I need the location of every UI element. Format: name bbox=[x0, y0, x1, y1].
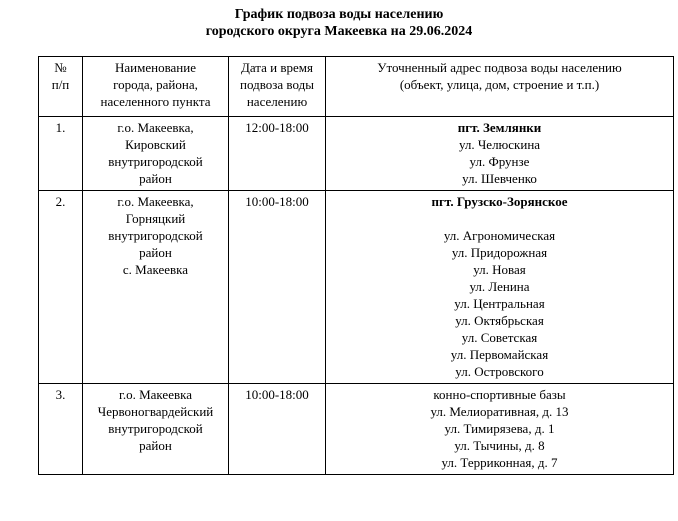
name-line: г.о. Макеевка bbox=[118, 387, 192, 402]
header-text: п/п bbox=[51, 77, 70, 92]
spacer bbox=[330, 210, 669, 227]
header-text: Наименование bbox=[115, 60, 196, 75]
name-line: с. Макеевка bbox=[122, 262, 189, 277]
header-text: подвоза воды bbox=[240, 77, 314, 92]
address-line: ул. Островского bbox=[455, 364, 544, 379]
name-line: район bbox=[139, 245, 172, 260]
table-row bbox=[39, 191, 674, 384]
address-line: ул. Терриконная, д. 7 bbox=[441, 455, 558, 470]
header-text: № bbox=[54, 60, 67, 75]
name-line: г.о. Макеевка, bbox=[117, 120, 194, 135]
address-line: ул. Центральная bbox=[454, 296, 545, 311]
header-number bbox=[39, 57, 83, 117]
cell-address bbox=[326, 384, 674, 475]
address-line: ул. Челюскина bbox=[458, 137, 541, 152]
header-text: Уточненный адрес подвоза воды населению bbox=[377, 60, 622, 75]
cell-number: 3. bbox=[39, 384, 83, 475]
address-line: ул. Тимирязева, д. 1 bbox=[444, 421, 555, 436]
header-time bbox=[229, 57, 326, 117]
name-line: район bbox=[139, 438, 172, 453]
name-line: Горняцкий bbox=[125, 211, 186, 226]
address-line: ул. Советская bbox=[461, 330, 538, 345]
table-row bbox=[39, 384, 674, 475]
address-line: ул. Шевченко bbox=[462, 171, 537, 186]
cell-time: 10:00-18:00 bbox=[229, 191, 326, 384]
address-line: ул. Агрономическая bbox=[443, 228, 556, 243]
cell-address bbox=[326, 191, 674, 384]
name-line: г.о. Макеевка, bbox=[117, 194, 194, 209]
page-title-line-2: городского округа Макеевка на 29.06.2024 bbox=[205, 24, 473, 39]
name-line: Червоногвардейский bbox=[97, 404, 214, 419]
address-line: ул. Ленина bbox=[469, 279, 530, 294]
cell-name bbox=[83, 384, 229, 475]
cell-time: 10:00-18:00 bbox=[229, 384, 326, 475]
address-line: ул. Октябрьская bbox=[455, 313, 544, 328]
cell-number: 2. bbox=[39, 191, 83, 384]
name-line: внутригородской bbox=[108, 421, 203, 436]
address-line: ул. Новая bbox=[473, 262, 526, 277]
header-name bbox=[83, 57, 229, 117]
address-line: ул. Мелиоративная, д. 13 bbox=[430, 404, 569, 419]
settlement-name: пгт. Землянки bbox=[457, 120, 542, 135]
address-line: конно-спортивные базы bbox=[433, 387, 566, 402]
cell-address bbox=[326, 117, 674, 191]
address-line: ул. Первомайская bbox=[450, 347, 549, 362]
name-line: внутригородской bbox=[108, 228, 203, 243]
settlement-name: пгт. Грузско-Зорянское bbox=[431, 194, 568, 209]
cell-name bbox=[83, 117, 229, 191]
header-text: города, района, bbox=[113, 77, 198, 92]
address-line: ул. Тычины, д. 8 bbox=[454, 438, 545, 453]
name-line: район bbox=[139, 171, 172, 186]
header-text: Дата и время bbox=[241, 60, 313, 75]
cell-name bbox=[83, 191, 229, 384]
table-header-row bbox=[39, 57, 674, 117]
header-text: (объект, улица, дом, строение и т.п.) bbox=[399, 77, 600, 92]
address-line: ул. Фрунзе bbox=[469, 154, 530, 169]
header-text: населению bbox=[246, 94, 308, 109]
water-schedule-table bbox=[38, 56, 674, 475]
page-title-line-1: График подвоза воды населению bbox=[234, 7, 444, 22]
cell-number: 1. bbox=[39, 117, 83, 191]
header-text: населенного пункта bbox=[100, 94, 211, 109]
address-line: ул. Придорожная bbox=[451, 245, 548, 260]
cell-time: 12:00-18:00 bbox=[229, 117, 326, 191]
table-row bbox=[39, 117, 674, 191]
name-line: Кировский bbox=[125, 137, 186, 152]
page-title bbox=[0, 6, 678, 40]
name-line: внутригородской bbox=[108, 154, 203, 169]
header-address bbox=[326, 57, 674, 117]
